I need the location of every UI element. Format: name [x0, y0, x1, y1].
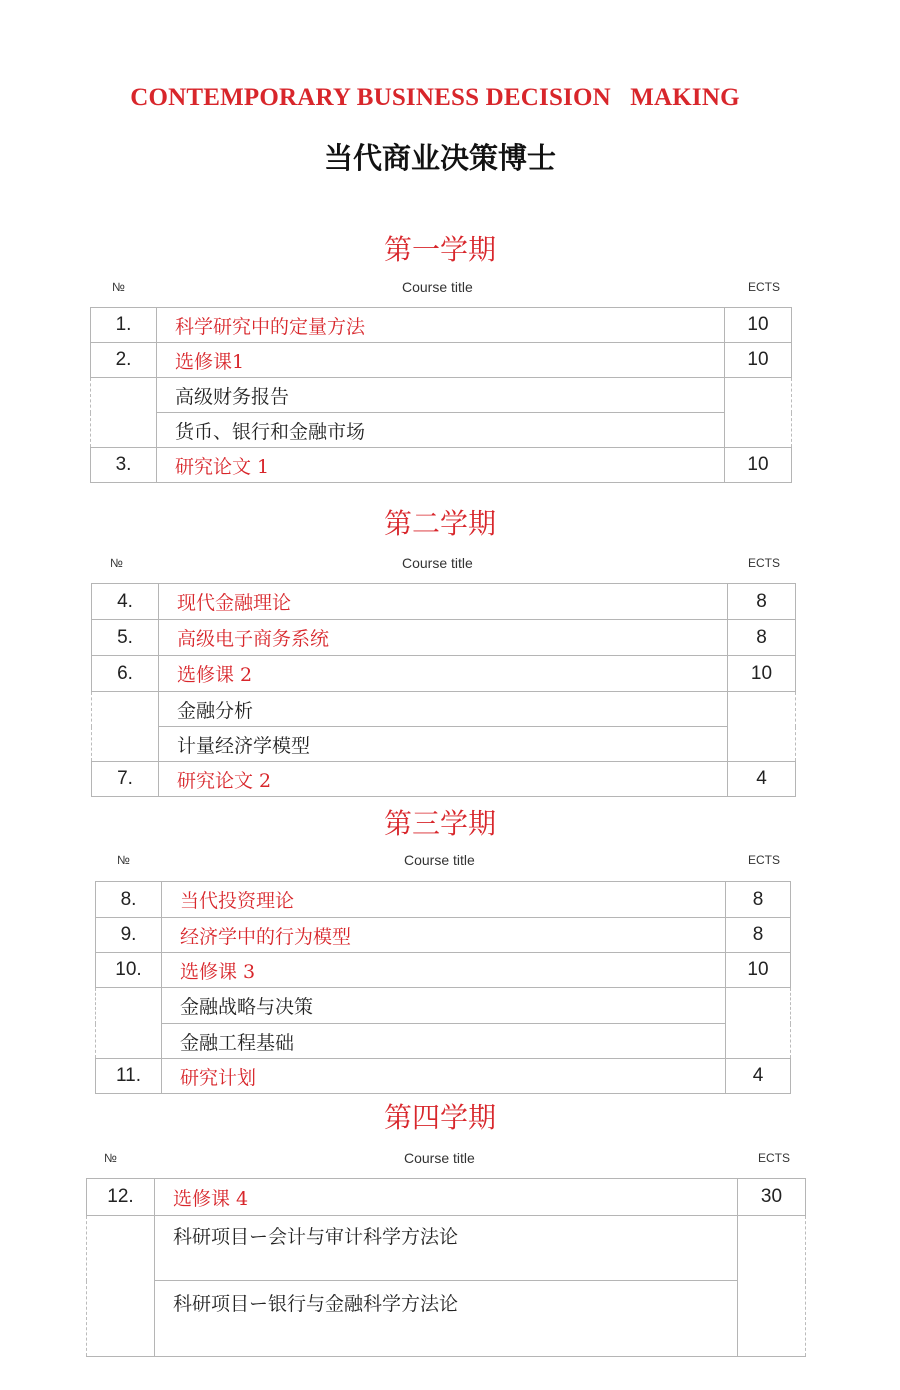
course-name: 科学研究中的定量方法 — [157, 308, 725, 343]
course-number: 7. — [92, 762, 159, 797]
elective-option: 金融分析 — [159, 692, 728, 727]
table-row — [92, 656, 796, 692]
table-row — [96, 1024, 791, 1059]
col-header-ects: ECTS — [748, 556, 781, 570]
course-name: 高级电子商务系统 — [159, 620, 728, 656]
course-number: 1. — [91, 308, 157, 343]
elective-option: 金融战略与决策 — [162, 988, 726, 1024]
semester-4-table — [86, 1178, 806, 1357]
semester-2-title: 第二学期 — [383, 507, 496, 540]
semester-3-table — [95, 881, 791, 1094]
course-number: 9. — [96, 918, 162, 953]
col-header-ects: ECTS — [748, 853, 781, 867]
col-header-course: Course title — [402, 555, 473, 571]
empty-cell — [91, 378, 157, 448]
col-header-course: Course title — [404, 1150, 475, 1166]
course-name: 当代投资理论 — [162, 882, 726, 918]
empty-cell — [87, 1216, 155, 1357]
semester-1-table — [90, 307, 792, 483]
table-row — [92, 762, 796, 797]
col-header-no: № — [117, 853, 130, 867]
course-ects: 10 — [728, 656, 796, 692]
empty-cell — [738, 1216, 806, 1357]
course-number: 3. — [91, 448, 157, 483]
program-title-cn: 当代商业决策博士 — [323, 141, 556, 175]
course-number: 11. — [96, 1059, 162, 1094]
empty-cell — [726, 988, 791, 1059]
table-row — [96, 988, 791, 1024]
course-name: 选修课1 — [157, 343, 725, 378]
table-row — [92, 692, 796, 727]
table-row — [87, 1281, 806, 1357]
course-number: 8. — [96, 882, 162, 918]
table-row — [92, 584, 796, 620]
table-row — [96, 918, 791, 953]
course-name: 选修课 3 — [162, 953, 726, 988]
course-ects: 4 — [728, 762, 796, 797]
elective-option: 科研项目ー会计与审计科学方法论 — [155, 1216, 738, 1281]
table-row — [87, 1216, 806, 1281]
course-name: 研究计划 — [162, 1059, 726, 1094]
course-name: 经济学中的行为模型 — [162, 918, 726, 953]
course-ects: 4 — [726, 1059, 791, 1094]
col-header-no: № — [104, 1151, 117, 1165]
elective-option: 货币、银行和金融市场 — [157, 413, 725, 448]
table-row — [96, 882, 791, 918]
course-name: 现代金融理论 — [159, 584, 728, 620]
course-number: 4. — [92, 584, 159, 620]
course-ects: 10 — [725, 308, 792, 343]
table-row — [96, 953, 791, 988]
elective-option: 科研项目ー银行与金融科学方法论 — [155, 1281, 738, 1357]
table-row — [92, 620, 796, 656]
empty-cell — [725, 378, 792, 448]
semester-3-title: 第三学期 — [383, 807, 496, 840]
semester-4-title: 第四学期 — [383, 1101, 496, 1134]
course-name: 研究论文 2 — [159, 762, 728, 797]
table-row — [91, 378, 792, 413]
table-row — [96, 1059, 791, 1094]
course-number: 10. — [96, 953, 162, 988]
course-ects: 8 — [726, 882, 791, 918]
col-header-no: № — [112, 280, 125, 294]
empty-cell — [92, 692, 159, 762]
semester-2-table — [91, 583, 796, 797]
table-row — [92, 727, 796, 762]
course-ects: 8 — [728, 584, 796, 620]
elective-option: 计量经济学模型 — [159, 727, 728, 762]
course-name: 选修课 4 — [155, 1179, 738, 1216]
program-title-en: CONTEMPORARY BUSINESS DECISION MAKING — [130, 84, 740, 111]
empty-cell — [96, 988, 162, 1059]
semester-1-title: 第一学期 — [383, 233, 496, 266]
col-header-course: Course title — [402, 279, 473, 295]
col-header-no: № — [110, 556, 123, 570]
course-ects: 10 — [725, 448, 792, 483]
table-row — [91, 413, 792, 448]
course-name: 选修课 2 — [159, 656, 728, 692]
course-ects: 10 — [725, 343, 792, 378]
col-header-course: Course title — [404, 852, 475, 868]
course-ects: 8 — [728, 620, 796, 656]
course-number: 2. — [91, 343, 157, 378]
course-ects: 8 — [726, 918, 791, 953]
course-ects: 10 — [726, 953, 791, 988]
table-row — [91, 343, 792, 378]
course-name: 研究论文 1 — [157, 448, 725, 483]
table-row — [91, 308, 792, 343]
table-row — [87, 1179, 806, 1216]
course-number: 6. — [92, 656, 159, 692]
empty-cell — [728, 692, 796, 762]
col-header-ects: ECTS — [758, 1151, 791, 1165]
elective-option: 高级财务报告 — [157, 378, 725, 413]
elective-option: 金融工程基础 — [162, 1024, 726, 1059]
table-row — [91, 448, 792, 483]
course-number: 12. — [87, 1179, 155, 1216]
course-ects: 30 — [738, 1179, 806, 1216]
course-number: 5. — [92, 620, 159, 656]
col-header-ects: ECTS — [748, 280, 781, 294]
